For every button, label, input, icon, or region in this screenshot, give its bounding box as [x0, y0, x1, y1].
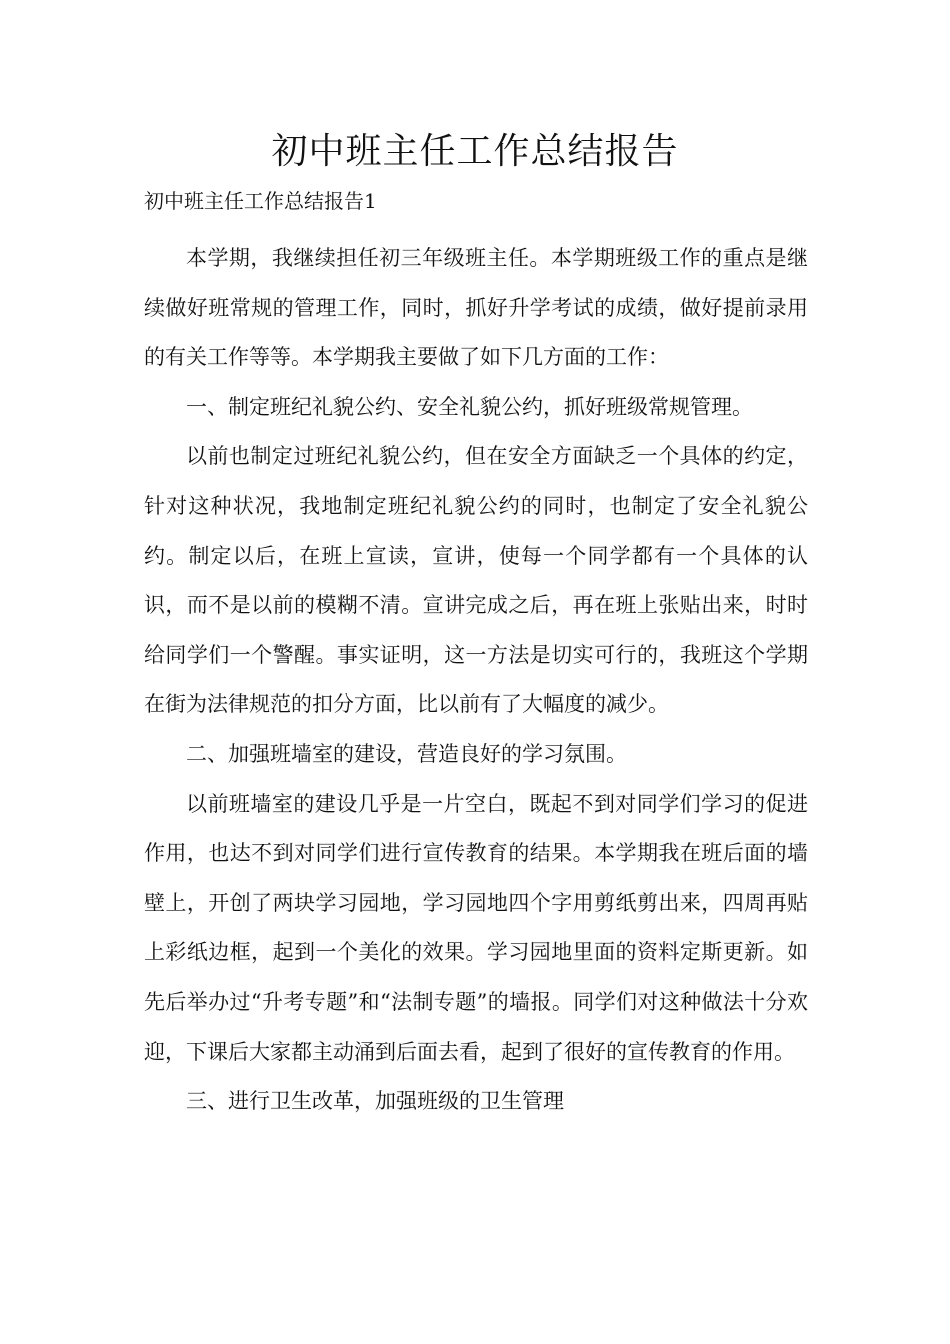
document-subtitle: 初中班主任工作总结报告1 [144, 189, 377, 213]
paragraph-section-1: 以前也制定过班纪礼貌公约，但在安全方面缺乏一个具体的约定，针对这种状况，我地制定班纪礼貌公约的同时，也制定了安全礼貌公约。制定以后，在班上宣读，宣讲，使每一个同学都有一个具体的认识，而不是以前的模糊不清。宣讲完成之后，再在班上张贴出来，时时给同学们一个警醒。事实证明，这一方法是切实可行的，我班这个学期在街为法律规范的扣分方面，比以前有了大幅度的减少。 [144, 444, 808, 717]
section-heading-1: 一、制定班纪礼貌公约、安全礼貌公约，抓好班级常规管理。 [186, 394, 753, 419]
section-heading-2: 二、加强班墙室的建设，营造良好的学习氛围。 [186, 741, 627, 766]
paragraph-intro: 本学期，我继续担任初三年级班主任。本学期班级工作的重点是继续做好班常规的管理工作，同时，抓好升学考试的成绩，做好提前录用的有关工作等等。本学期我主要做了如下几方面的工作： [144, 246, 808, 370]
document-title: 初中班主任工作总结报告 [271, 131, 679, 172]
paragraph-section-2: 以前班墙室的建设几乎是一片空白，既起不到对同学们学习的促进作用，也达不到对同学们进行宣传教育的结果。本学期我在班后面的墙壁上，开创了两块学习园地，学习园地四个字用剪纸剪出来，四周再贴上彩纸边框，起到一个美化的效果。学习园地里面的资料定斯更新。如先后举办过“升考专题”和“法制专题”的墙报。同学们对这种做法十分欢迎，下课后大家都主动涌到后面去看，起到了很好的宣传教育的作用。 [144, 791, 808, 1064]
section-heading-3: 三、进行卫生改革，加强班级的卫生管理 [186, 1089, 564, 1114]
document-body [144, 234, 808, 1127]
